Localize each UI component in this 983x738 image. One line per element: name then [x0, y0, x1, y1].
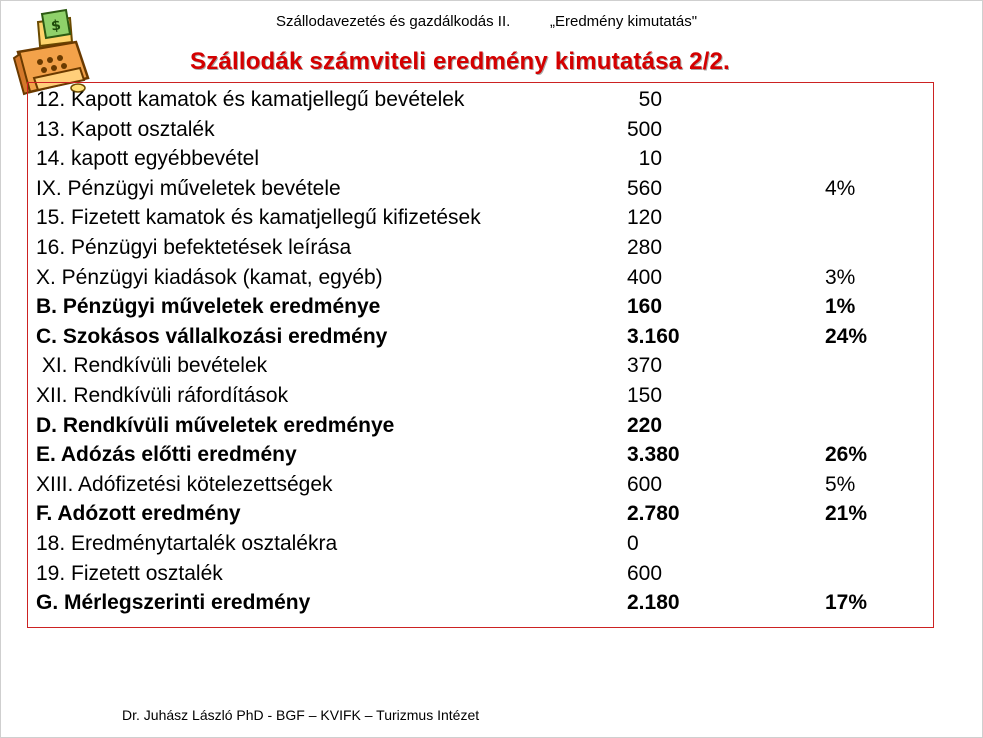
row-value: 160	[627, 295, 663, 319]
row-label: IX. Pénzügyi műveletek bevétele	[36, 176, 341, 200]
row-value: 10	[627, 147, 663, 171]
row-value: 600	[627, 561, 663, 585]
row-value: 3.380	[627, 443, 680, 467]
row-label: C. Szokásos vállalkozási eredmény	[36, 324, 388, 348]
row-value: 400	[627, 265, 663, 289]
row-label: X. Pénzügyi kiadások (kamat, egyéb)	[36, 265, 383, 289]
row-label: B. Pénzügyi műveletek eredménye	[36, 295, 381, 319]
row-value: 560	[627, 176, 663, 200]
course-title: Szállodavezetés és gazdálkodás II.	[276, 13, 511, 30]
row-value: 220	[627, 413, 663, 437]
table-row	[36, 88, 936, 118]
table-row	[36, 532, 936, 562]
row-value: 50	[627, 88, 663, 111]
table-row	[36, 147, 936, 177]
row-value: 500	[627, 117, 663, 141]
row-percent: 1%	[825, 295, 856, 319]
row-percent: 5%	[825, 472, 856, 496]
table-row	[36, 354, 936, 384]
table-row	[36, 502, 936, 532]
row-label: 14. kapott egyébbevétel	[36, 147, 260, 171]
table-row	[36, 384, 936, 414]
row-label: F. Adózott eredmény	[36, 502, 241, 526]
svg-text:$: $	[50, 17, 62, 35]
row-label: XII. Rendkívüli ráfordítások	[36, 384, 289, 407]
table-row	[36, 473, 936, 503]
row-percent: 17%	[825, 591, 868, 615]
row-value: 370	[627, 354, 663, 378]
row-value: 2.780	[627, 502, 680, 526]
row-label: 16. Pénzügyi befektetések leírása	[36, 236, 352, 259]
row-label: D. Rendkívüli műveletek eredménye	[36, 413, 395, 437]
row-value: 3.160	[627, 324, 680, 348]
row-label: 18. Eredménytartalék osztalékra	[36, 532, 338, 555]
row-percent: 3%	[825, 265, 856, 289]
slide-title: Szállodák számviteli eredmény kimutatása 2/2.	[190, 48, 730, 75]
table-row	[36, 414, 936, 444]
table-row	[36, 562, 936, 592]
row-value: 120	[627, 206, 663, 230]
table-row	[36, 266, 936, 296]
table-row	[36, 236, 936, 266]
row-label: E. Adózás előtti eredmény	[36, 443, 297, 467]
row-label: XI. Rendkívüli bevételek	[36, 354, 268, 378]
table-row	[36, 118, 936, 148]
row-percent: 21%	[825, 502, 868, 526]
row-value: 600	[627, 472, 663, 496]
row-label: 13. Kapott osztalék	[36, 117, 215, 141]
footer-author: Dr. Juhász László PhD - BGF – KVIFK – Turizmus Intézet	[122, 707, 480, 723]
row-value: 0	[627, 532, 639, 555]
table-row	[36, 206, 936, 236]
row-label: 12. Kapott kamatok és kamatjellegű bevételek	[36, 88, 465, 111]
table-row	[36, 295, 936, 325]
row-label: 15. Fizetett kamatok és kamatjellegű kifizetések	[36, 206, 481, 230]
row-percent: 26%	[825, 443, 868, 467]
row-label: XIII. Adófizetési kötelezettségek	[36, 472, 333, 496]
row-value: 280	[627, 236, 663, 259]
row-percent: 24%	[825, 324, 868, 348]
row-label: G. Mérlegszerinti eredmény	[36, 591, 311, 615]
row-value: 2.180	[627, 591, 680, 615]
row-value: 150	[627, 384, 663, 407]
row-label: 19. Fizetett osztalék	[36, 561, 223, 585]
table-row	[36, 325, 936, 355]
row-percent: 4%	[825, 176, 856, 200]
topic-title: „Eredmény kimutatás"	[550, 13, 698, 30]
table-row	[36, 591, 936, 621]
table-row	[36, 177, 936, 207]
table-row	[36, 443, 936, 473]
